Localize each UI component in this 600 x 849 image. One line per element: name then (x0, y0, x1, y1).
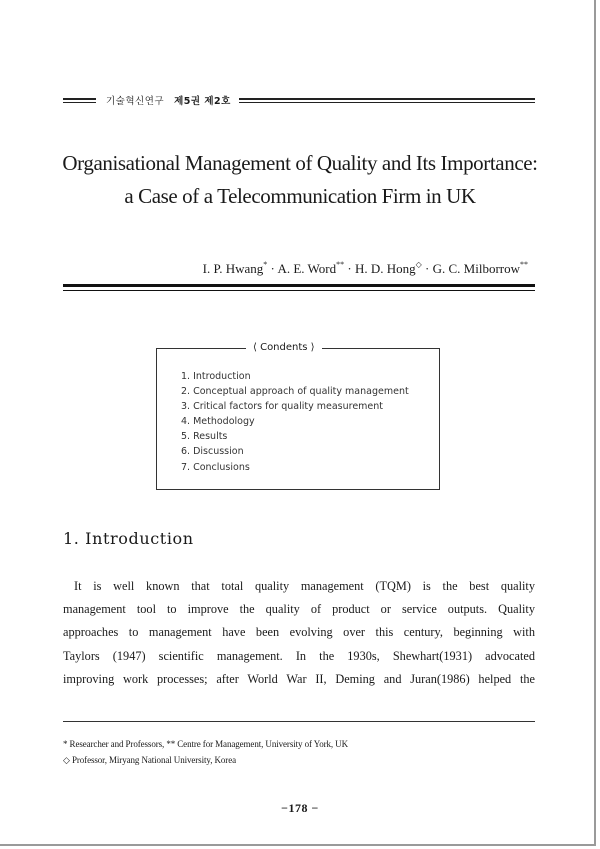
header-rule-left (63, 98, 96, 103)
author-name: A. E. Word (277, 261, 337, 276)
contents-heading: ⟨ Condents ⟩ (246, 340, 322, 356)
paper-title-line1: Organisational Management of Quality and Its Importance: (62, 151, 538, 175)
contents-item: 7. Conclusions (181, 461, 250, 473)
author-list (203, 260, 528, 277)
paper-title-line2: a Case of a Telecommunication Firm in UK (124, 184, 476, 208)
journal-name: 기술혁신연구 제5권 제2호 (106, 96, 231, 107)
running-header (63, 92, 535, 108)
body-line: Taylors (1947) scientific management. In the 1930s, Shewhart(1931) advocated (63, 648, 535, 663)
author-separator: · (270, 261, 275, 276)
affiliation-mark: ** (336, 260, 345, 269)
contents-item: 5. Results (181, 431, 228, 443)
affiliation-mark: ◇ (415, 260, 422, 269)
title-divider-rule (63, 284, 535, 291)
volume-issue: 제5권 제2호 (174, 96, 231, 107)
body-line: management tool to improve the quality of product or service outputs. Quality (63, 602, 535, 617)
contents-item: 6. Discussion (181, 446, 244, 458)
affiliation-mark: * (263, 260, 268, 269)
author-name: G. C. Milborrow (432, 261, 520, 276)
footnote-rule (63, 721, 535, 722)
section-heading: 1. Introduction (63, 529, 194, 548)
body-line: improving work processes; after World War II, Deming and Juran(1986) helped the (63, 671, 535, 686)
contents-item: 2. Conceptual approach of quality management (181, 386, 409, 398)
author-separator: · (347, 261, 352, 276)
footnote-affiliation-1: * Researcher and Professors, ** Centre for Management, University of York, UK (63, 739, 348, 749)
footnote-affiliation-2: ◇ Professor, Miryang National University, Korea (63, 755, 236, 765)
affiliation-mark: ** (520, 260, 528, 269)
header-rule-right (239, 98, 535, 103)
author-name: I. P. Hwang (202, 261, 264, 276)
contents-box (156, 342, 440, 490)
page-number: −178 − (281, 801, 319, 815)
author-name: H. D. Hong (354, 261, 416, 276)
body-paragraph (63, 575, 535, 691)
contents-item: 1. Introduction (181, 371, 251, 382)
contents-item: 4. Methodology (181, 416, 255, 428)
author-separator: · (425, 261, 430, 276)
body-line: approaches to management have been evolving over this century, beginning with (63, 625, 535, 640)
body-line: It is well known that total quality management (TQM) is the best quality (74, 579, 535, 593)
contents-item: 3. Critical factors for quality measurement (181, 401, 384, 413)
contents-list (181, 369, 409, 475)
